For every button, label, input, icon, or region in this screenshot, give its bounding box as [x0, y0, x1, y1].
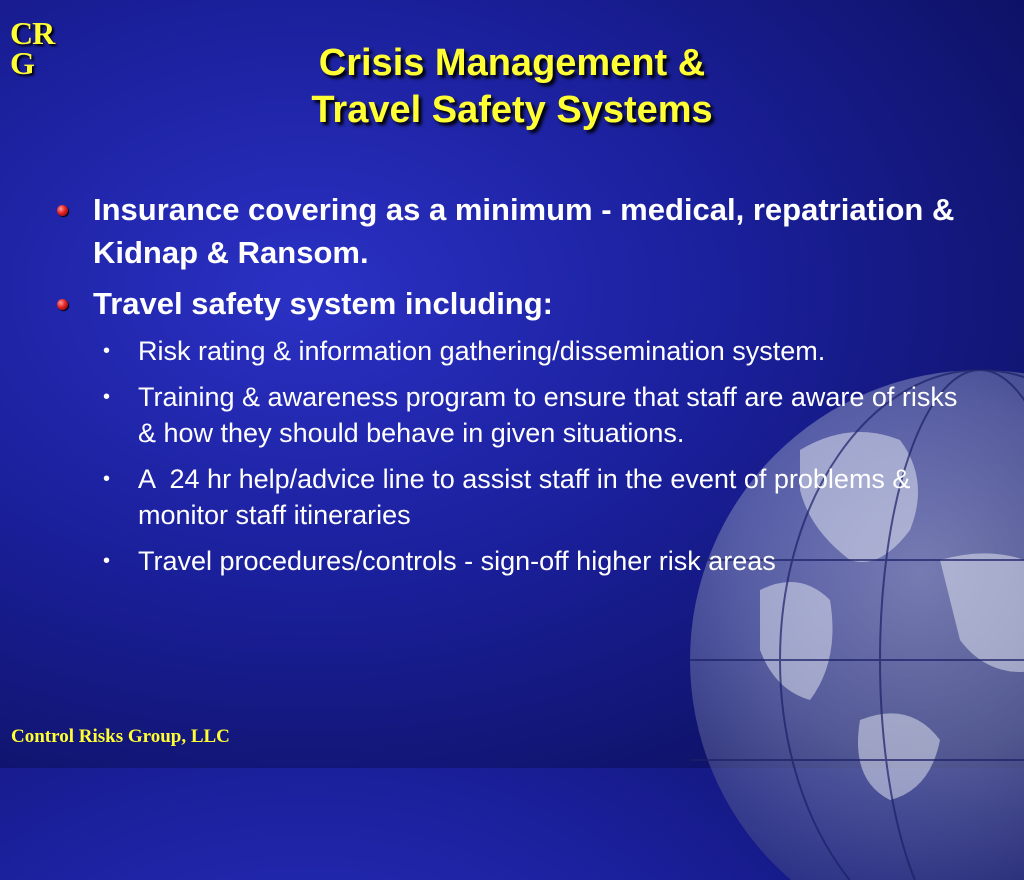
footer-company-name: Control Risks Group, LLC: [11, 726, 230, 747]
bullet-text: Travel safety system including:: [93, 286, 554, 321]
red-bullet-icon: [57, 205, 68, 216]
red-bullet-icon: [57, 299, 68, 310]
bullet-list: [55, 188, 975, 589]
sub-bullet-text: A 24 hr help/advice line to assist staff in the event of problems & monitor staff itineraries: [138, 464, 918, 530]
sub-bullet-text: Travel procedures/controls - sign-off higher risk areas: [138, 546, 776, 576]
logo-line-2: G: [10, 45, 34, 81]
sub-bullet-text: Risk rating & information gathering/dissemination system.: [138, 336, 826, 366]
title-line-1: Crisis Management &: [318, 42, 706, 84]
sub-bullet-item: [55, 461, 975, 533]
dot-bullet-icon: •: [103, 340, 111, 362]
slide-title: [0, 40, 1024, 134]
dot-bullet-icon: •: [103, 386, 111, 408]
title-line-2: Travel Safety Systems: [311, 89, 713, 131]
sub-bullet-item: [55, 333, 975, 369]
sub-bullet-item: [55, 379, 975, 451]
dot-bullet-icon: •: [103, 550, 111, 572]
dot-bullet-icon: •: [103, 468, 111, 490]
logo-line-1: CR: [10, 15, 55, 51]
bullet-item: [55, 188, 975, 274]
bullet-item: [55, 282, 975, 325]
sub-bullet-text: Training & awareness program to ensure that staff are aware of risks & how they should behave in given situations.: [138, 382, 958, 448]
sub-bullet-item: [55, 543, 975, 579]
bullet-text: Insurance covering as a minimum - medical, repatriation & Kidnap & Ransom.: [93, 192, 955, 270]
